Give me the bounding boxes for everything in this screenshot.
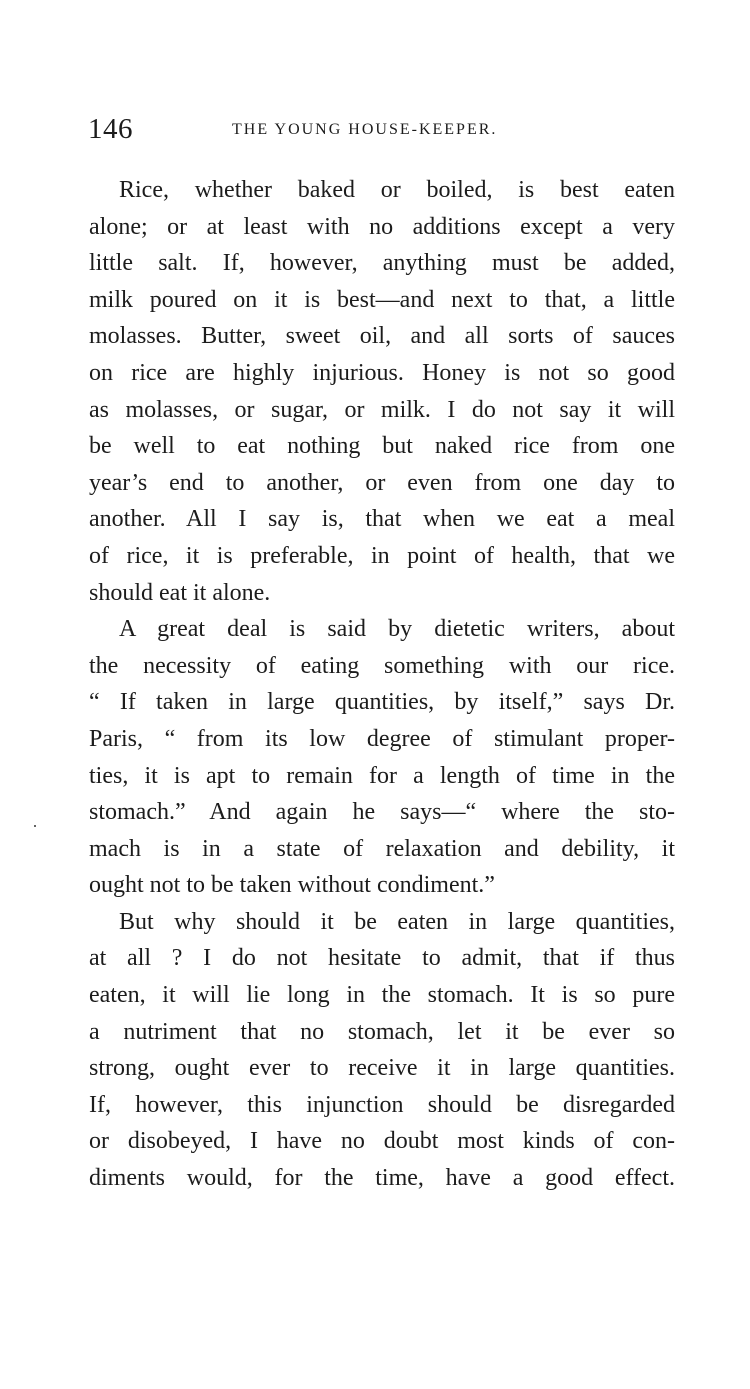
text-line: on rice are highly injurious. Honey is not so good — [89, 359, 675, 386]
paragraph-3 — [89, 904, 675, 1197]
text-line: of rice, it is preferable, in point of health, that we — [89, 542, 675, 569]
text-line: But why should it be eaten in large quantities, — [119, 908, 675, 935]
page-header — [88, 113, 678, 153]
text-line: another. All I say is, that when we eat a meal — [89, 506, 675, 533]
paragraph-1 — [89, 172, 675, 611]
text-line: at all ? I do not hesitate to admit, that if thus — [89, 945, 675, 972]
text-line: ought not to be taken without condiment.” — [89, 872, 495, 899]
text-line: milk poured on it is best—and next to that, a little — [89, 286, 675, 313]
text-line: ties, it is apt to remain for a length of time in the — [89, 762, 675, 789]
text-line: alone; or at least with no additions except a very — [89, 213, 675, 240]
text-line: as molasses, or sugar, or milk. I do not say it will — [89, 396, 675, 423]
paragraph-2 — [89, 611, 675, 904]
text-line: molasses. Butter, sweet oil, and all sorts of sauces — [89, 323, 675, 350]
text-line: or disobeyed, I have no doubt most kinds of con- — [89, 1128, 675, 1155]
text-line: a nutriment that no stomach, let it be ever so — [89, 1018, 675, 1045]
text-line: year’s end to another, or even from one day to — [89, 469, 675, 496]
text-line: little salt. If, however, anything must be added, — [89, 250, 675, 277]
text-line: “ If taken in large quantities, by itself,” says Dr. — [89, 689, 675, 716]
text-line: A great deal is said by dietetic writers, about — [119, 616, 675, 643]
text-line: should eat it alone. — [89, 579, 271, 606]
text-line: Rice, whether baked or boiled, is best eaten — [119, 177, 675, 203]
text-line: If, however, this injunction should be disregarded — [89, 1091, 675, 1118]
text-line: stomach.” And again he says—“ where the sto- — [89, 799, 675, 826]
page-number: 146 — [88, 113, 133, 145]
text-line: the necessity of eating something with our rice. — [89, 652, 675, 679]
running-title: THE YOUNG HOUSE-KEEPER. — [232, 121, 498, 138]
text-line: mach is in a state of relaxation and debility, it — [89, 835, 675, 862]
text-line: eaten, it will lie long in the stomach. It is so pure — [89, 982, 675, 1009]
text-line: diments would, for the time, have a good effect. — [89, 1165, 675, 1192]
text-line: strong, ought ever to receive it in large quantities. — [89, 1055, 675, 1082]
body-text — [89, 172, 675, 1197]
stray-ink-mark — [34, 825, 36, 827]
text-line: Paris, “ from its low degree of stimulant proper- — [89, 725, 675, 752]
text-line: be well to eat nothing but naked rice from one — [89, 433, 675, 460]
